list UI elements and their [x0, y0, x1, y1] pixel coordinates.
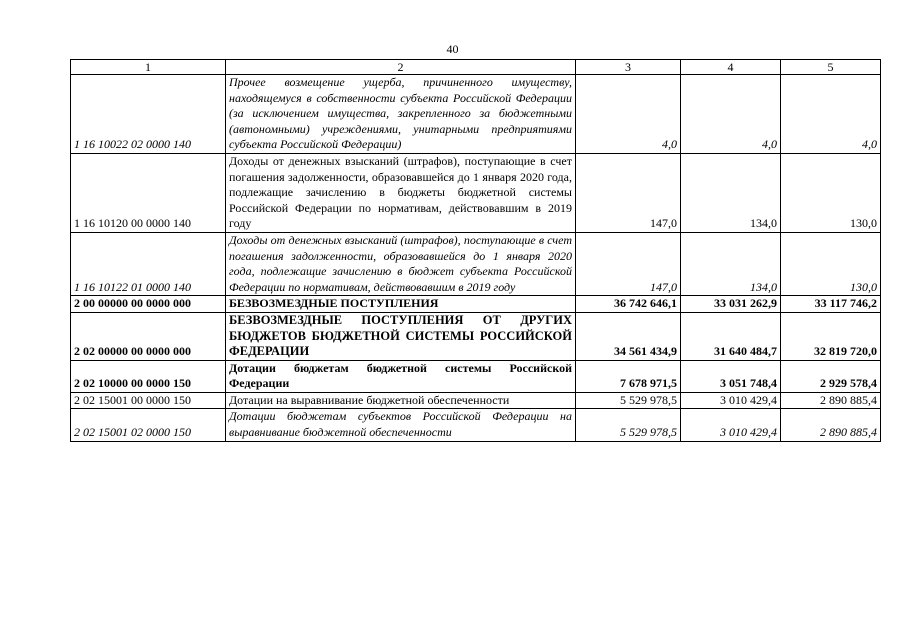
- table-row: [71, 312, 881, 360]
- page-number: 40: [446, 42, 459, 56]
- row-value-4: 33 031 262,9: [681, 296, 781, 313]
- column-header-3: 3: [576, 60, 681, 75]
- row-code: 2 02 15001 02 0000 150: [71, 409, 226, 441]
- row-name: БЕЗВОЗМЕЗДНЫЕ ПОСТУПЛЕНИЯ: [226, 296, 576, 313]
- row-value-3: 34 561 434,9: [576, 312, 681, 360]
- row-value-5: 2 890 885,4: [781, 409, 881, 441]
- budget-table: [70, 59, 881, 442]
- column-header-5: 5: [781, 60, 881, 75]
- table-row: [71, 232, 881, 295]
- table-row: [71, 392, 881, 409]
- row-value-4: 3 051 748,4: [681, 360, 781, 392]
- row-code: 2 02 15001 00 0000 150: [71, 392, 226, 409]
- row-value-4: 4,0: [681, 75, 781, 154]
- row-name: Дотации бюджетам субъектов Российской Федерации на выравнивание бюджетной обеспеченности: [226, 409, 576, 441]
- row-code: 2 02 10000 00 0000 150: [71, 360, 226, 392]
- row-value-4: 3 010 429,4: [681, 392, 781, 409]
- row-value-3: 4,0: [576, 75, 681, 154]
- row-value-5: 130,0: [781, 232, 881, 295]
- row-code: 2 00 00000 00 0000 000: [71, 296, 226, 313]
- row-value-5: 33 117 746,2: [781, 296, 881, 313]
- table-header-row: [71, 60, 881, 75]
- table-row: [71, 75, 881, 154]
- row-value-5: 130,0: [781, 153, 881, 232]
- row-value-5: 2 929 578,4: [781, 360, 881, 392]
- table-row: [71, 153, 881, 232]
- row-code: 1 16 10022 02 0000 140: [71, 75, 226, 154]
- row-code: 2 02 00000 00 0000 000: [71, 312, 226, 360]
- row-value-3: 5 529 978,5: [576, 392, 681, 409]
- row-code: 1 16 10122 01 0000 140: [71, 232, 226, 295]
- row-name: Доходы от денежных взысканий (штрафов), поступающие в счет погашения задолженности, образовавшейся до 1 января 2020 года, подлежащие зачислению в бюджет субъекта Российской Федерации по нормативам, действовавшим в 2019 году: [226, 232, 576, 295]
- row-name: Дотации на выравнивание бюджетной обеспеченности: [226, 392, 576, 409]
- table-row: [71, 409, 881, 441]
- column-header-1: 1: [71, 60, 226, 75]
- column-header-4: 4: [681, 60, 781, 75]
- row-value-5: 2 890 885,4: [781, 392, 881, 409]
- row-value-3: 147,0: [576, 153, 681, 232]
- row-name: Дотации бюджетам бюджетной системы Российской Федерации: [226, 360, 576, 392]
- row-value-5: 4,0: [781, 75, 881, 154]
- row-value-3: 36 742 646,1: [576, 296, 681, 313]
- row-value-3: 7 678 971,5: [576, 360, 681, 392]
- row-name: Прочее возмещение ущерба, причиненного имуществу, находящемуся в собственности субъекта Российской Федерации (за исключением имущества, закрепленного за бюджетными (автономными) учреждениями, унитарными предприятиями субъекта Российской Федерации): [226, 75, 576, 154]
- row-name: Доходы от денежных взысканий (штрафов), поступающие в счет погашения задолженности, образовавшейся до 1 января 2020 года, подлежащие зачислению в бюджеты бюджетной системы Российской Федерации по нормативам, действовавшим в 2019 году: [226, 153, 576, 232]
- row-value-5: 32 819 720,0: [781, 312, 881, 360]
- row-value-4: 134,0: [681, 153, 781, 232]
- row-code: 1 16 10120 00 0000 140: [71, 153, 226, 232]
- row-value-3: 147,0: [576, 232, 681, 295]
- row-value-4: 3 010 429,4: [681, 409, 781, 441]
- row-value-4: 134,0: [681, 232, 781, 295]
- row-value-3: 5 529 978,5: [576, 409, 681, 441]
- column-header-2: 2: [226, 60, 576, 75]
- table-row: [71, 296, 881, 313]
- row-name: БЕЗВОЗМЕЗДНЫЕ ПОСТУПЛЕНИЯ ОТ ДРУГИХ БЮДЖЕТОВ БЮДЖЕТНОЙ СИСТЕМЫ РОССИЙСКОЙ ФЕДЕРАЦИИ: [226, 312, 576, 360]
- row-value-4: 31 640 484,7: [681, 312, 781, 360]
- table-row: [71, 360, 881, 392]
